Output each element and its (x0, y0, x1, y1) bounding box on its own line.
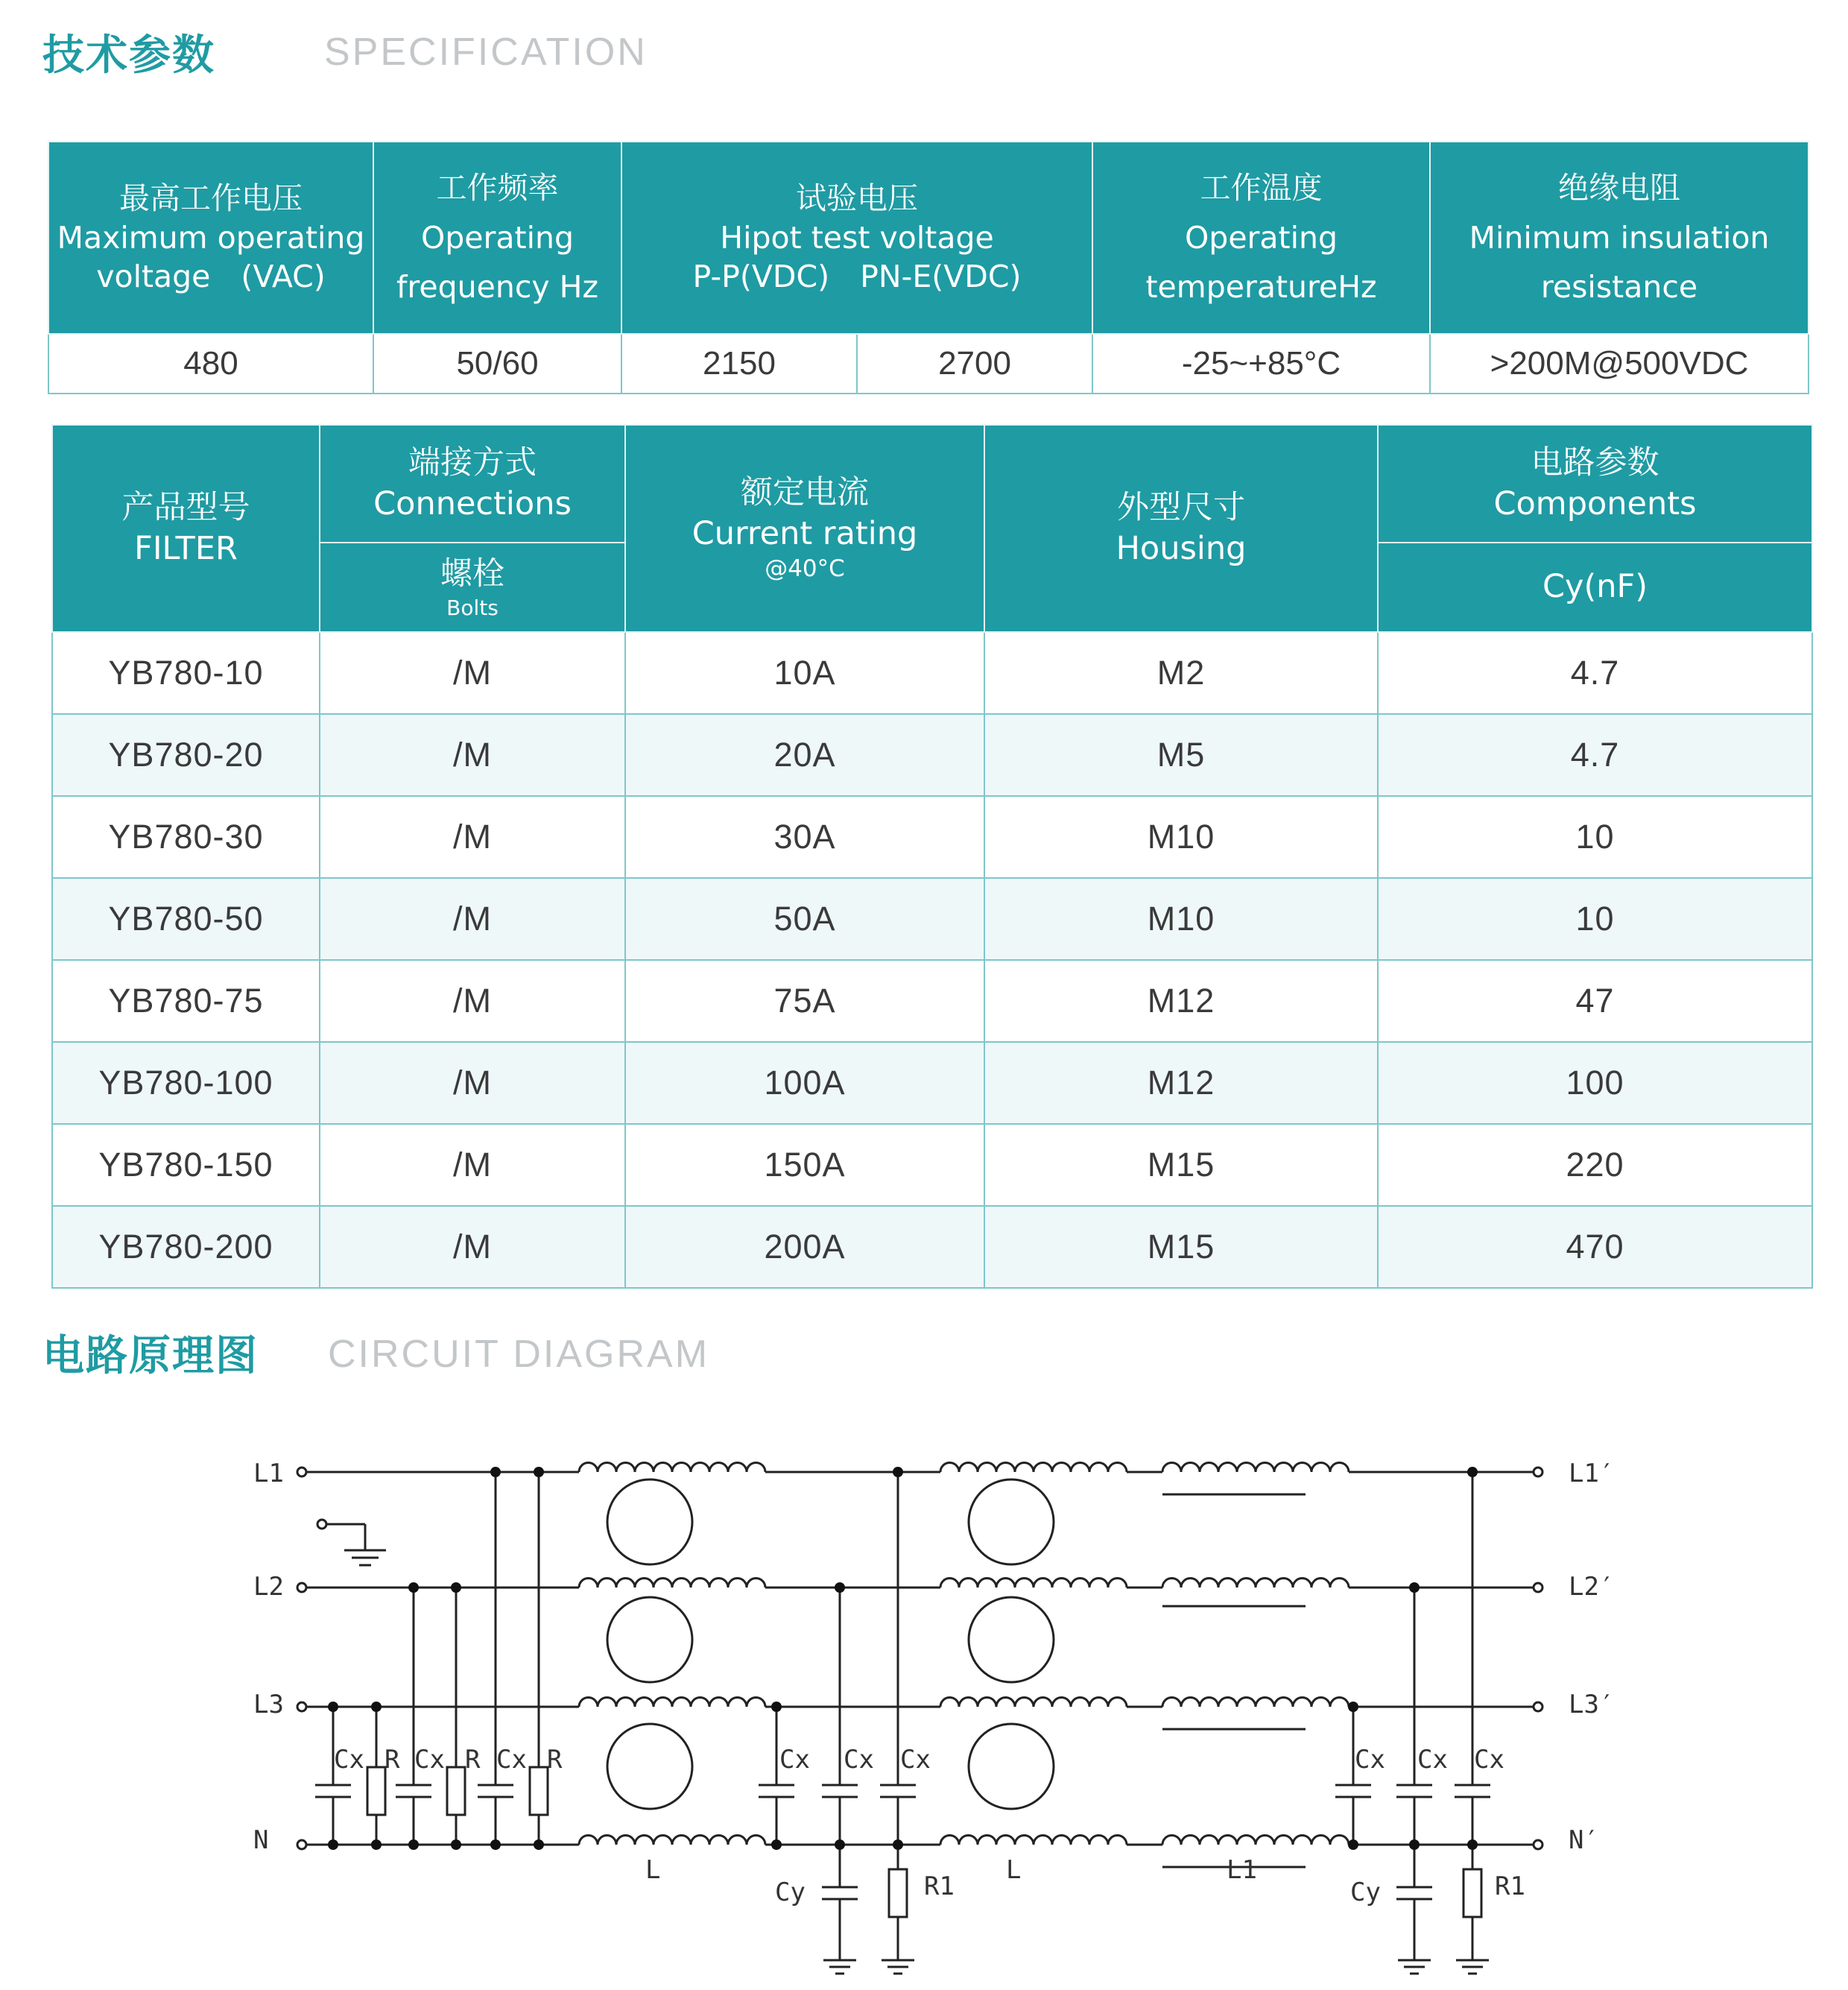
resistor (1463, 1869, 1481, 1917)
label-cy: Cy (775, 1877, 806, 1907)
junction-dot (893, 1467, 903, 1477)
header-temperature (1092, 142, 1430, 334)
label-r: R (547, 1745, 563, 1775)
resistor (447, 1767, 465, 1815)
label-cx: Cx (900, 1745, 931, 1775)
cell-current: 10A (625, 632, 984, 714)
cell-cy: 10 (1378, 796, 1812, 878)
junction-dot (1467, 1839, 1478, 1850)
header-en: voltage (VAC) (96, 259, 326, 295)
toroid-core (969, 1479, 1054, 1564)
circuit-title-cn: 电路原理图 (42, 1332, 259, 1380)
spec-title-en: SPECIFICATION (324, 31, 648, 74)
cell-model: YB780-75 (52, 960, 320, 1042)
cell-current: 75A (625, 960, 984, 1042)
header-note: @40°C (765, 555, 845, 583)
label-cy: Cy (1350, 1877, 1381, 1907)
terminal (297, 1702, 306, 1711)
cell-current: 30A (625, 796, 984, 878)
header-cn: 螺栓 (440, 555, 504, 593)
cell-connection: /M (320, 1206, 625, 1288)
toroid-core (607, 1479, 692, 1564)
table-row (52, 1206, 1812, 1288)
value-insulation: >200M@500VDC (1430, 334, 1809, 394)
cell-current: 20A (625, 714, 984, 796)
header-cn: 外型尺寸 (1117, 488, 1245, 526)
cell-cy: 220 (1378, 1124, 1812, 1206)
junction-dot (371, 1839, 382, 1850)
header-hipot (621, 142, 1092, 334)
value-temperature: -25~+85°C (1092, 334, 1430, 394)
header-en: Current rating (692, 515, 918, 553)
header-en: Maximum operating (57, 219, 365, 256)
inductor-coil (940, 1698, 1127, 1708)
label-cx: Cx (844, 1745, 874, 1775)
header-en: Bolts (446, 595, 499, 620)
terminal (297, 1583, 306, 1592)
cell-cy: 4.7 (1378, 632, 1812, 714)
junction-dot (534, 1467, 544, 1477)
label-l2: L2 (253, 1572, 284, 1602)
label-cx: Cx (1474, 1745, 1504, 1775)
cell-connection: /M (320, 960, 625, 1042)
junction-dot (490, 1839, 501, 1850)
cell-housing: M2 (984, 632, 1378, 714)
junction-dot (1409, 1582, 1420, 1593)
inductor-coil (1162, 1836, 1349, 1845)
cell-cy: 100 (1378, 1042, 1812, 1124)
header-cn: 电路参数 (1531, 443, 1659, 481)
cell-connection: /M (320, 796, 625, 878)
header-current (625, 425, 984, 632)
terminal (1534, 1702, 1542, 1711)
header-en: Hipot test voltage (720, 219, 994, 256)
cell-housing: M10 (984, 796, 1378, 878)
cell-housing: M12 (984, 960, 1378, 1042)
spec-table (48, 141, 1809, 394)
inductor-coil (1162, 1463, 1349, 1473)
terminal (1534, 1840, 1542, 1849)
terminal (297, 1468, 306, 1476)
cell-housing: M10 (984, 878, 1378, 960)
cell-connection: /M (320, 632, 625, 714)
junction-dot (371, 1702, 382, 1712)
header-insulation (1430, 142, 1809, 334)
junction-dot (451, 1839, 461, 1850)
table-row (52, 878, 1812, 960)
junction-dot (451, 1582, 461, 1593)
value-hipot-pne: 2700 (857, 334, 1092, 394)
header-en: temperatureHz (1145, 269, 1377, 306)
cell-cy: 470 (1378, 1206, 1812, 1288)
junction-dot (771, 1702, 782, 1712)
inductor-coil (579, 1463, 765, 1473)
label-l1-prime: L1′ (1569, 1459, 1615, 1488)
cell-housing: M12 (984, 1042, 1378, 1124)
junction-dot (1409, 1839, 1420, 1850)
label-r: R (465, 1745, 481, 1775)
header-cn: 端接方式 (408, 443, 537, 481)
cell-model: YB780-20 (52, 714, 320, 796)
cell-model: YB780-30 (52, 796, 320, 878)
header-cn: 最高工作电压 (119, 180, 303, 217)
junction-dot (835, 1839, 845, 1850)
cell-model: YB780-200 (52, 1206, 320, 1288)
value-hipot-pp: 2150 (621, 334, 857, 394)
table-row (52, 632, 1812, 714)
table-row (52, 1042, 1812, 1124)
cell-model: YB780-150 (52, 1124, 320, 1206)
junction-dot (534, 1839, 544, 1850)
label-cx: Cx (1355, 1745, 1385, 1775)
terminal (317, 1520, 326, 1529)
resistor (367, 1767, 385, 1815)
spec-title-cn: 技术参数 (42, 31, 215, 80)
label-r: R (385, 1745, 400, 1775)
cell-housing: M15 (984, 1124, 1378, 1206)
inductor-coil (940, 1836, 1127, 1845)
header-cn: 产品型号 (121, 488, 250, 526)
header-en: Operating (421, 219, 574, 256)
header-connections (320, 425, 625, 543)
product-table (51, 424, 1813, 1289)
table-row (52, 796, 1812, 878)
cell-current: 100A (625, 1042, 984, 1124)
cell-current: 50A (625, 878, 984, 960)
terminal (1534, 1583, 1542, 1592)
junction-dot (835, 1582, 845, 1593)
header-en: frequency Hz (396, 269, 599, 306)
cell-housing: M15 (984, 1206, 1378, 1288)
toroid-core (969, 1724, 1054, 1809)
header-housing (984, 425, 1378, 632)
label-l3-prime: L3′ (1569, 1690, 1615, 1719)
label-l3: L3 (253, 1690, 284, 1719)
inductor-coil (579, 1698, 765, 1708)
inductor-coil (940, 1463, 1127, 1473)
junction-dot (408, 1839, 419, 1850)
header-bolts (320, 543, 625, 632)
junction-dot (408, 1582, 419, 1593)
value-max-voltage: 480 (48, 334, 373, 394)
cell-model: YB780-10 (52, 632, 320, 714)
circuit-title-en: CIRCUIT DIAGRAM (328, 1333, 710, 1376)
label-inductor-l1: L1 (1227, 1855, 1257, 1885)
cell-housing: M5 (984, 714, 1378, 796)
cell-connection: /M (320, 1042, 625, 1124)
spec-value-row (48, 334, 1809, 394)
header-en: Minimum insulation (1469, 219, 1770, 256)
junction-dot (328, 1839, 338, 1850)
spec-header-row (48, 142, 1809, 334)
junction-dot (1348, 1702, 1358, 1712)
label-cx: Cx (414, 1745, 445, 1775)
header-en: Connections (373, 485, 572, 522)
toroid-core (969, 1597, 1054, 1682)
table-row (52, 714, 1812, 796)
junction-dot (1467, 1467, 1478, 1477)
header-en: FILTER (134, 530, 238, 567)
resistor (530, 1767, 548, 1815)
cell-connection: /M (320, 1124, 625, 1206)
table-row (52, 1124, 1812, 1206)
cell-connection: /M (320, 714, 625, 796)
label-cx: Cx (1417, 1745, 1448, 1775)
header-frequency (373, 142, 621, 334)
inductor-coil (579, 1836, 765, 1845)
resistor (889, 1869, 907, 1917)
header-cn: 工作频率 (436, 170, 559, 206)
header-cn: 试验电压 (796, 180, 918, 217)
junction-dot (893, 1839, 903, 1850)
header-cn: 额定电流 (741, 474, 869, 512)
cell-cy: 10 (1378, 878, 1812, 960)
inductor-coil (1162, 1579, 1349, 1588)
cell-current: 200A (625, 1206, 984, 1288)
label-r1: R1 (1495, 1871, 1525, 1901)
label-cx: Cx (779, 1745, 810, 1775)
inductor-coil (1162, 1698, 1349, 1708)
header-en: resistance (1540, 269, 1698, 306)
toroid-core (607, 1724, 692, 1809)
header-en: Components (1493, 485, 1697, 522)
label-l1: L1 (253, 1459, 284, 1488)
cell-connection: /M (320, 878, 625, 960)
junction-dot (1348, 1839, 1358, 1850)
circuit-diagram (0, 1416, 1848, 1990)
terminal (297, 1840, 306, 1849)
circuit-junctions (328, 1467, 1478, 1850)
label-inductor: L (1006, 1855, 1022, 1885)
header-filter (52, 425, 320, 632)
header-en: Housing (1116, 530, 1247, 567)
table-row (52, 960, 1812, 1042)
label-r1: R1 (924, 1871, 955, 1901)
inductor-coil (579, 1579, 765, 1588)
junction-dot (490, 1467, 501, 1477)
cell-current: 150A (625, 1124, 984, 1206)
label-l2-prime: L2′ (1569, 1572, 1615, 1602)
junction-dot (328, 1702, 338, 1712)
toroid-core (607, 1597, 692, 1682)
label-inductor: L (645, 1855, 661, 1885)
header-en: P-P(VDC) PN-E(VDC) (692, 259, 1022, 295)
label-cx: Cx (334, 1745, 364, 1775)
cell-model: YB780-100 (52, 1042, 320, 1124)
header-cn: 工作温度 (1200, 170, 1323, 206)
terminal (1534, 1468, 1542, 1476)
inductor-coil (940, 1579, 1127, 1588)
header-max-voltage (48, 142, 373, 334)
value-frequency: 50/60 (373, 334, 621, 394)
junction-dot (771, 1839, 782, 1850)
cell-cy: 4.7 (1378, 714, 1812, 796)
cell-model: YB780-50 (52, 878, 320, 960)
label-cx: Cx (496, 1745, 527, 1775)
cell-cy: 47 (1378, 960, 1812, 1042)
header-components (1378, 425, 1812, 543)
header-cy: Cy(nF) (1378, 543, 1812, 632)
header-en: Operating (1185, 219, 1338, 256)
label-n-prime: N′ (1569, 1825, 1599, 1855)
header-cn: 绝缘电阻 (1558, 170, 1681, 206)
label-n: N (253, 1825, 269, 1855)
